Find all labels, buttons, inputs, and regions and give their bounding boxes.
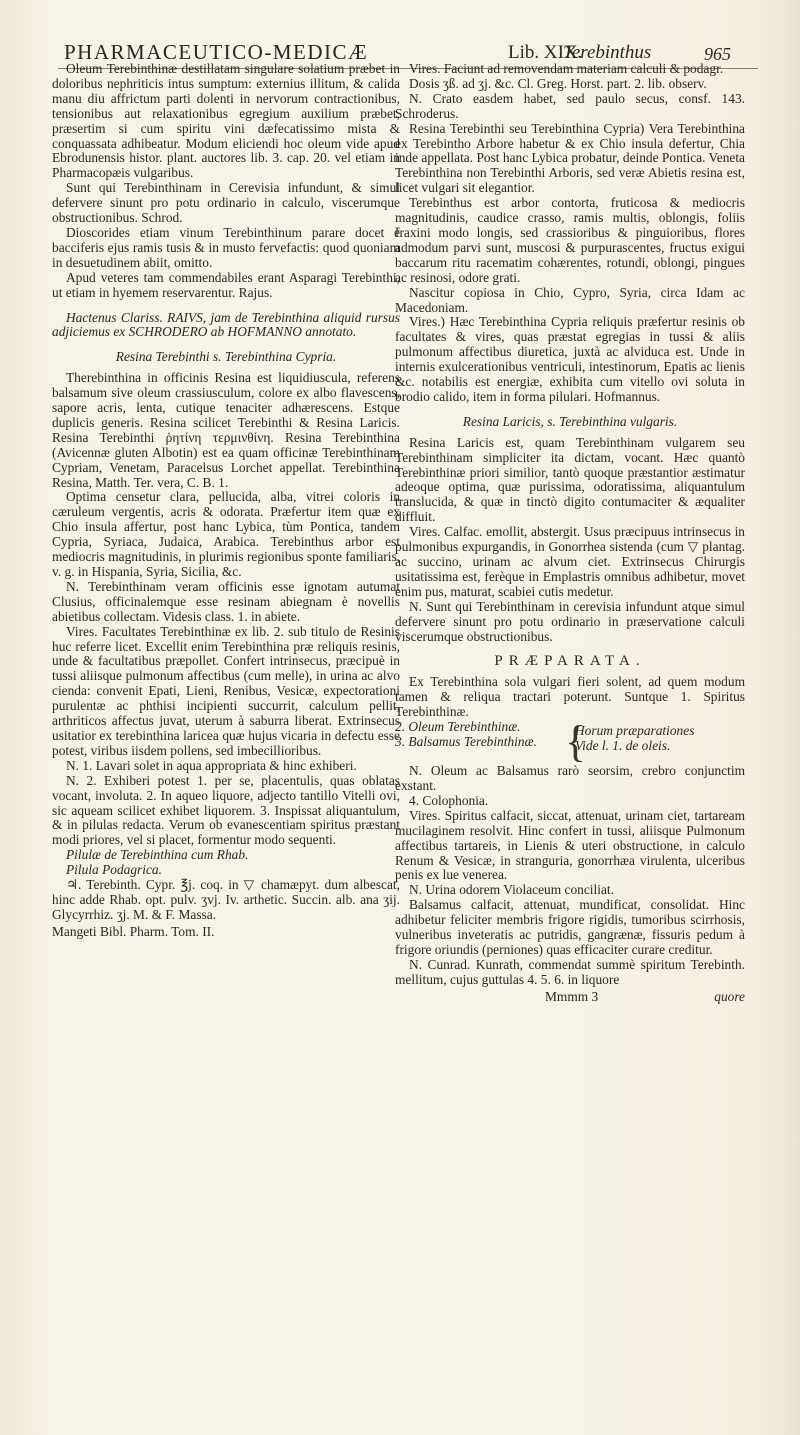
paragraph: N. Terebinthinam veram officinis esse ignotam autumat Clusius, officinalemque esse resinam abiegnam è novellis abietibus collectam. Videsis class. 1. in abiete.: [52, 578, 400, 624]
paragraph: N. Cunrad. Kunrath, commendat summè spiritum Terebinth. mellitum, cujus guttulas 4. 5. 6. in liquore: [395, 956, 745, 987]
preparations-note: [575, 720, 735, 764]
subheading: Resina Terebinthi s. Terebinthina Cypria.: [115, 349, 337, 365]
paragraph: N. Sunt qui Terebinthinam in cerevisia infundunt atque simul defervere sinunt pro potu ordinario in præservatione calculi viscerumque obstructionibus.: [395, 598, 745, 644]
paragraph: N. Oleum ac Balsamus rarò seorsim, crebro conjunctim exstant.: [395, 763, 745, 793]
paragraph: Dosis ʒß. ad ʒj. &c. Cl. Greg. Horst. part. 2. lib. observ.: [409, 75, 707, 91]
paragraph: Resina Terebinthi seu Terebinthina Cypria) Vera Terebinthina ex Terebintho Arbore habetur & ex Chio insula defertur, Chia inde appellata. Post hanc Lybica probatur, deinde Pontica. Veneta Terebinthina non Terebinthi Arboris, sed veræ Abietis resina est, licet vulgari sit elegantior.: [395, 120, 745, 196]
paragraph: N. Crato easdem habet, sed paulo secus, consf. 143. Schroderus.: [395, 90, 745, 121]
paragraph: Therebinthina in officinis Resina est liquidiuscula, referens balsamum sive oleum crassiusculum, colore ex albo flavescens, sapore acris, lenta, cutique tenaciter adhærescens. Estque duplicis generis. Resina scilicet Terebinthi & Resina Laricis. Resina Terebinthi ῥητίνη τερμινθίνη. Resina Terebinthina (Avicennæ gluten Albotin) est ea quam officinæ Terebinthinam Cypriam, Venetam, Paracelsus Lorchet appellat. Terebinthina Resina, Matth. Ter. vera, C. B. 1.: [52, 370, 400, 490]
note-line: Vide l. 1. de oleis.: [575, 737, 671, 753]
preparations-list: [395, 717, 745, 767]
paragraph: Ex Terebinthina sola vulgari fieri solent, ad quem modum tamen & reliqua tractari poterunt. Suntque 1. Spiritus Terebinthinæ.: [395, 674, 745, 720]
catchword: quore: [714, 988, 745, 1004]
paragraph: Resina Laricis est, quam Terebinthinam vulgarem seu Terebinthinam simpliciter ita dictam, vocant. Hæc quantò Terebinthinæ priori similior, tantò quoque præstantior æstimatur adeoque optima, quæ purissima, odoratissima, aliquantulum translucida, & quæ in tinctò digito contumaciter & æqualiter diffluit.: [395, 434, 745, 525]
paragraph: Nascitur copiosa in Chio, Cypro, Syria, circa Idam ac Macedoniam.: [395, 284, 745, 315]
preparation-item: 2. Oleum Terebinthinæ.: [395, 719, 521, 735]
paragraph: Apud veteres tam commendabiles erant Asparagi Terebinthi, ut etiam in hyemem reservarentur. Rajus.: [52, 269, 400, 300]
book-reference: Lib. XIX.: [508, 42, 583, 63]
recipe-title: Pilulæ de Terebinthina cum Rhab.: [66, 847, 249, 863]
section-title: Terebinthus: [563, 42, 652, 63]
recipe-text: ♃. Terebinth. Cypr. ℥j. coq. in ▽ chamæpyt. dum albescat, hinc adde Rhab. opt. pulv. ʒvj. Iv. arthetic. Succin. alb. ana ʒij. Glycyrrhiz. ʒj. M. & F. Massa.: [52, 877, 400, 922]
footer-signature-line: Mangeti Bibl. Pharm. Tom. II.: [52, 923, 215, 939]
page-footer: [395, 990, 745, 1005]
paragraph: Vires. Faciunt ad removendam materiam calculi & podagr.: [409, 62, 724, 76]
running-title: PHARMACEUTICO-MEDICÆ: [64, 40, 369, 64]
brace-glyph: {: [565, 717, 587, 767]
note-line: Horum præparationes: [575, 723, 695, 739]
paragraph: Vires.) Hæc Terebinthina Cypria reliquis præfertur resinis ob facultates & vires, quas præstat egregias in tussi & aliis pulmonum affectibus diuretica, juxtà ac alviduca est. Unde in internis exulcerationibus ventriculi, intestinorum, Epatis ac lienis &c. notabilis est energiæ, exhibita cum vitello ovi soluta in brodio calido, item in forma pilulari. Hofmannus.: [395, 314, 745, 404]
right-column: [395, 62, 745, 1397]
paragraph: Balsamus calfacit, attenuat, mundificat, consolidat. Hinc adhibetur feliciter membris frigore rigidis, tumoribus scirrhosis, vulneribus inveteratis ac putridis, gangrænæ, fissuris pedum à frigore oriundis (perniones) quas efficaciter curare creditur.: [395, 897, 745, 957]
preparations-items: [395, 720, 565, 764]
paragraph: Sunt qui Terebinthinam in Cerevisia infundunt, & simul defervere sinunt pro potu ordinario in calculo, viscerumque obstructionibus. Schrod.: [52, 180, 400, 226]
paragraph: Oleum Terebinthinæ destillatam singulare solatium præbet in doloribus nephriticis intus sumptum: externius illitum, & calida manu diu affrictum parti dolenti in nervorum contractionibus, tensionibus aut relaxationibus egregium auxilium præbet, præsertim si cum spiritu vini dæfecatissimo mista & conquassata adhibeatur. Modum eliciendi hoc oleum vide apud Ebrodunensis histor. plant. auctores lib. 3. cap. 20. vel etiam in Pharmacopæis vulgaribus.: [52, 62, 400, 181]
paragraph: Vires. Calfac. emollit, abstergit. Usus præcipuus intrinsecus in pulmonibus expurgandis, in Gonorrhea sistenda (cum ▽ plantag. ac succino, urinam ac alvum ciet. Extrinsecus Chirurgis usitatissima est, ferèque in Emplastris omnibus adhibetur, movet enim pus, maturat, scabiei cutis medetur.: [395, 524, 745, 599]
paragraph: N. Urina odorem Violaceum conciliat.: [409, 882, 614, 898]
paragraph: Terebinthus est arbor contorta, fruticosa & mediocris magnitudinis, caudice crasso, ramis multis, oblongis, foliis fraxini modo longis, sed crassioribus & pinguioribus, flores admodum parvi sunt, muscosi & purpurascentes, fructus exigui baccarum ritu racematim cohærentes, rotundi, oblongi, pingues ac resinosi, odore grati.: [395, 195, 745, 285]
editor-note: Hactenus Clariss. RAIVS, jam de Terebinthina aliquid rursus adjiciemus ex SCHRODERO ab HOFMANNO annotato.: [52, 309, 400, 340]
paragraph: N. 2. Exhiberi potest 1. per se, placentulis, quas oblatas vocant, involuta. 2. In aqueo liquore, adjecto tantillo Vitelli ovi, sic aqueam scilicet exhibet liquorem. 3. Inspissat aliquantulum, & in pilulas redacta. Verum ob evanescentiam spiritus præstant modi priores, vel si placet, formentur modo sequenti.: [52, 772, 400, 848]
paragraph: Optima censetur clara, pellucida, alba, vitrei coloris in cæruleum vergentis, acris & odorata. Præfertur item quæ ex Chio insula affertur, post hanc Lybica, tùm Pontica, tandem Cypria, Syriaca, Judaica, Arabica. Terebinthus arbor est mediocris magnitudinis, in plurimis regionibus sponte familiaris, v. g. in Hispania, Syria, Sicilia, &c.: [52, 489, 400, 579]
paragraph: Vires. Spiritus calfacit, siccat, attenuat, urinam ciet, tartaream mucilaginem resolvit. Hinc confert in tussi, aliisque Pulmonum affectibus tartareis, in Lienis & uteri obstructione, in calculo Renum & Vesicæ, in stranguria, gonorrhæa virulenta, ulceribus penis ex lue venerea.: [395, 807, 745, 883]
page-number: 965: [704, 44, 731, 64]
signature-mark: Mmmm 3: [545, 988, 599, 1004]
paragraph: N. 1. Lavari solet in aqua appropriata & hinc exhiberi.: [66, 757, 357, 773]
recipe-title: Pilula Podagrica.: [66, 862, 162, 878]
subheading: Resina Laricis, s. Terebinthina vulgaris.: [462, 413, 678, 429]
left-column: [52, 62, 400, 1397]
paragraph: Vires. Facultates Terebinthinæ ex lib. 2. sub titulo de Resinis huc referre licet. Excellit enim Terebinthina præ reliquis resinis, unde & facultatibus præpollet. Confert intrinsecus, præcipuè in tussi aliisque pulmonum affectibus (cum melle), in urina ac alvo cienda: convenit Epati, Lieni, Renibus, Vesicæ, expectorationi purulentæ ac phthisi incipienti succurrit, calculum pellit, arthriticos affectus juvat, uterum à saburra liberat. Extrinsecus usitatior ex terebinthina laricea quæ hujus vicaria in defectu esse potest, viribus iisdem pollens, sed imbecillioribus.: [52, 623, 400, 758]
paragraph: Dioscorides etiam vinum Terebinthinum parare docet è bacciferis ejus ramis tusis & in musto fervefactis: quod quoniam in desuetudinem abiit, omitto.: [52, 224, 400, 270]
preparation-item: 3. Balsamus Terebinthinæ.: [395, 733, 537, 749]
section-heading: PRÆPARATA.: [494, 653, 646, 670]
paragraph: 4. Colophonia.: [409, 792, 489, 808]
